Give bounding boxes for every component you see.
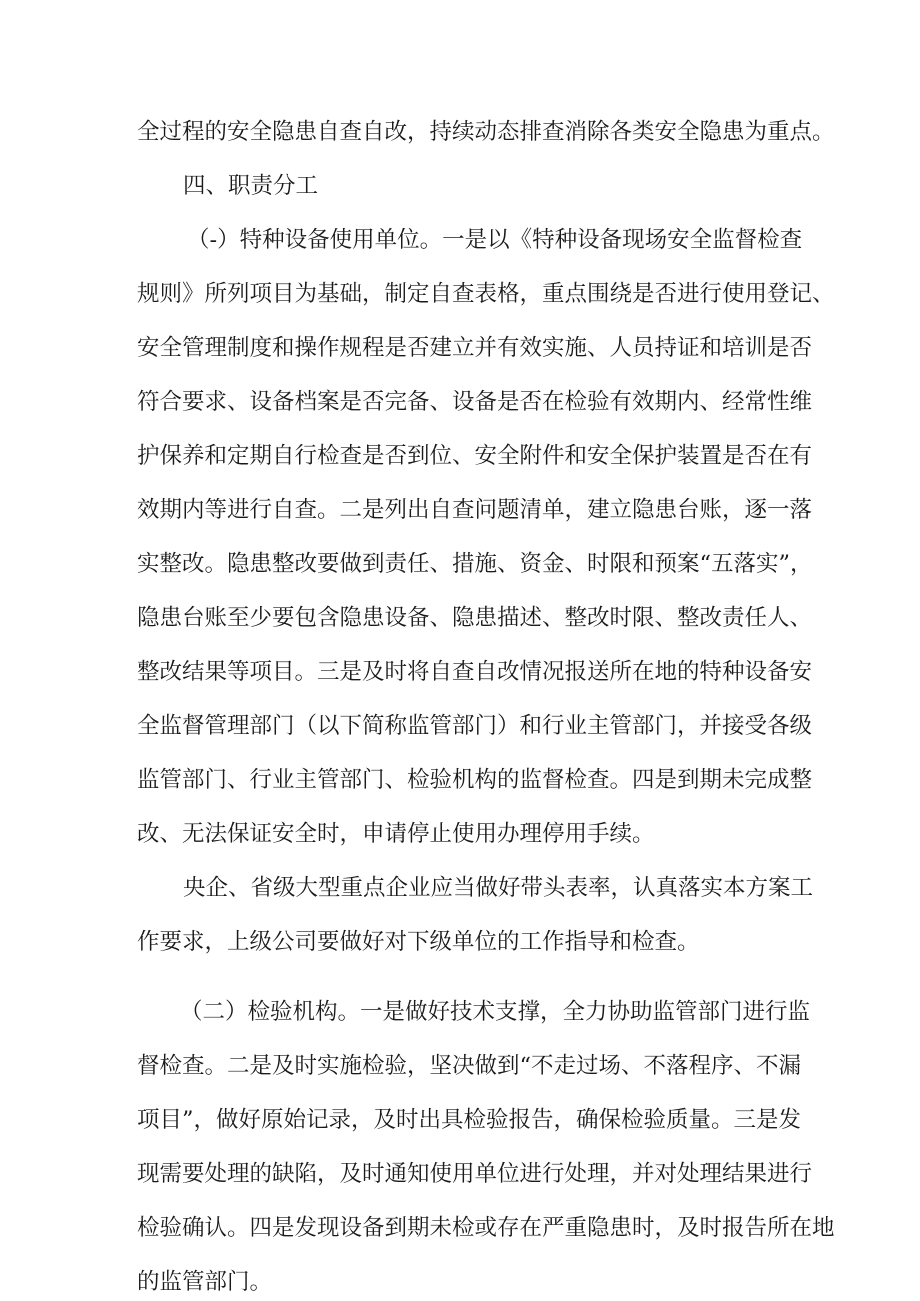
- text-line: 督检查。二是及时实施检验，坚决做到“不走过场、不落程序、不漏: [137, 1053, 802, 1079]
- text-line: 实整改。隐患整改要做到责任、措施、资金、时限和预案“五落实”，: [137, 551, 813, 577]
- text-line: 护保养和定期自行检查是否到位、安全附件和安全保护装置是否在有: [137, 443, 813, 469]
- text-line: 全过程的安全隐患自查自改，持续动态排查消除各类安全隐患为重点。: [137, 119, 835, 145]
- text-line: 项目”，做好原始记录，及时出具检验报告，确保检验质量。三是发: [137, 1107, 802, 1133]
- text-line: 监管部门、行业主管部门、检验机构的监督检查。四是到期未完成整: [137, 767, 813, 793]
- text-line: （二）检验机构。一是做好技术支撑，全力协助监管部门进行监: [180, 999, 811, 1025]
- text-line: 安全管理制度和操作规程是否建立并有效实施、人员持证和培训是否: [137, 335, 813, 361]
- text-line: 隐患台账至少要包含隐患设备、隐患描述、整改时限、整改责任人、: [137, 605, 813, 631]
- text-line: 规则》所列项目为基础，制定自查表格，重点围绕是否进行使用登记、: [137, 281, 835, 307]
- text-line: 现需要处理的缺陷，及时通知使用单位进行处理，并对处理结果进行: [137, 1161, 813, 1187]
- text-line: 检验确认。四是发现设备到期未检或存在严重隐患时，及时报告所在地: [137, 1215, 835, 1241]
- text-line: 改、无法保证安全时，申请停止使用办理停用手续。: [137, 821, 655, 847]
- text-line: 央企、省级大型重点企业应当做好带头表率，认真落实本方案工: [183, 875, 814, 901]
- text-line: 效期内等进行自查。二是列出自查问题清单，建立隐患台账，逐一落: [137, 497, 813, 523]
- section-heading: 四、职责分工: [183, 173, 319, 199]
- text-line: 整改结果等项目。三是及时将自查自改情况报送所在地的特种设备安: [137, 659, 813, 685]
- text-line: 的监管部门。: [137, 1269, 273, 1295]
- text-line: （-）特种设备使用单位。一是以《特种设备现场安全监督检查: [187, 227, 803, 253]
- text-line: 符合要求、设备档案是否完备、设备是否在检验有效期内、经常性维: [137, 389, 813, 415]
- text-line: 作要求，上级公司要做好对下级单位的工作指导和检查。: [137, 929, 700, 955]
- text-line: 全监督管理部门（以下简称监管部门）和行业主管部门，并接受各级: [137, 713, 813, 739]
